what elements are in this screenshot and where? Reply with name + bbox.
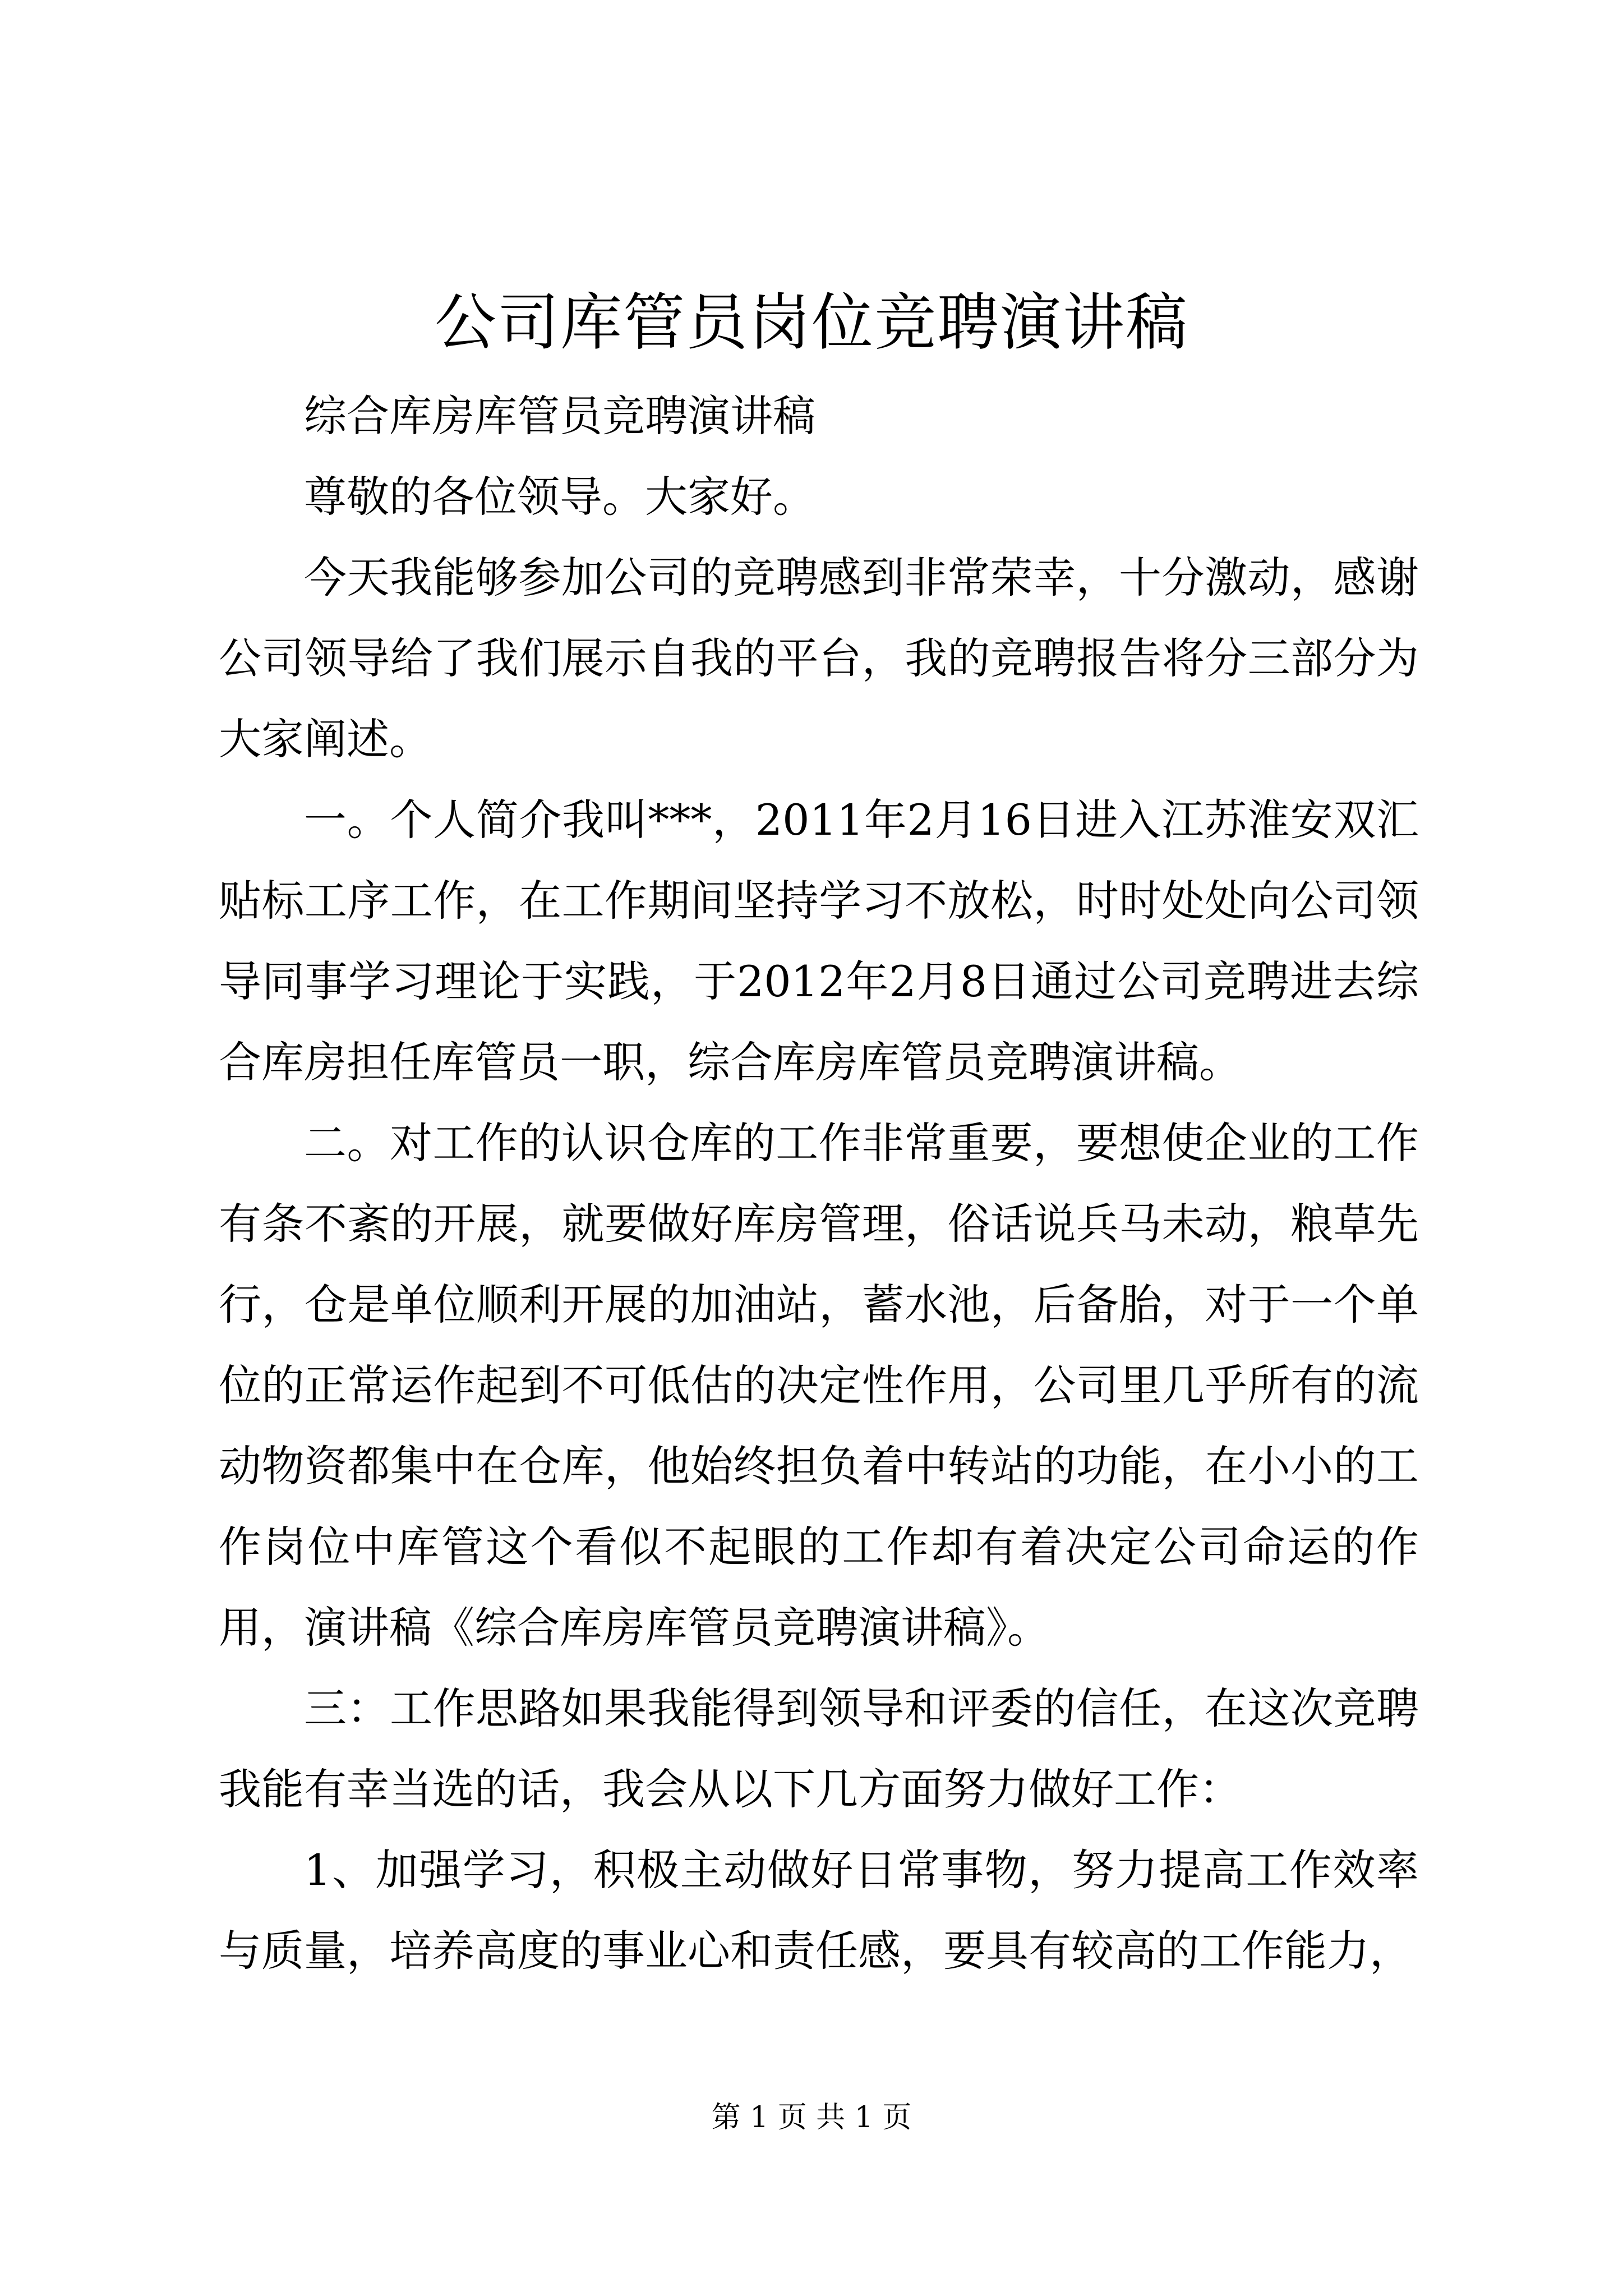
paragraph-intro: 今天我能够参加公司的竞聘感到非常荣幸，十分激动，感谢公司领导给了我们展示自我的平台，我的竞聘报告将分三部分为大家阐述。 (219, 553, 1419, 764)
document-body (219, 376, 1419, 1991)
paragraph-section-three: 三：工作思路如果我能得到领导和评委的信任，在这次竞聘我能有幸当选的话，我会从以下几方面努力做好工作： (219, 1683, 1419, 1814)
page-footer: 第 1 页 共 1 页 (711, 2101, 912, 2134)
paragraph-section-one: 一。个人简介我叫***，2011年2月16日进入江苏淮安双汇贴标工序工作，在工作期间坚持学习不放松，时时处处向公司领导同事学习理论于实践，于2012年2月8日通过公司竞聘进去综合库房担任库管员一职，综合库房库管员竞聘演讲稿。 (219, 795, 1419, 1087)
document-title: 公司库管员岗位竞聘演讲稿 (435, 287, 1188, 358)
paragraph-greeting: 尊敬的各位领导。大家好。 (304, 472, 815, 522)
paragraph-item-one: 1、加强学习，积极主动做好日常事物，努力提高工作效率与质量，培养高度的事业心和责任感，要具有较高的工作能力， (219, 1845, 1419, 1976)
paragraph-section-two: 二。对工作的认识仓库的工作非常重要，要想使企业的工作有条不紊的开展，就要做好库房管理，俗话说兵马未动，粮草先行，仓是单位顺利开展的加油站，蓄水池，后备胎，对于一个单位的正常运作起到不可低估的决定性作用，公司里几乎所有的流动物资都集中在仓库，他始终担负着中转站的功能，在小小的工作岗位中库管这个看似不起眼的工作却有着决定公司命运的作用，演讲稿《综合库房库管员竞聘演讲稿》。 (219, 1118, 1419, 1653)
paragraph-subtitle: 综合库房库管员竞聘演讲稿 (304, 391, 815, 441)
